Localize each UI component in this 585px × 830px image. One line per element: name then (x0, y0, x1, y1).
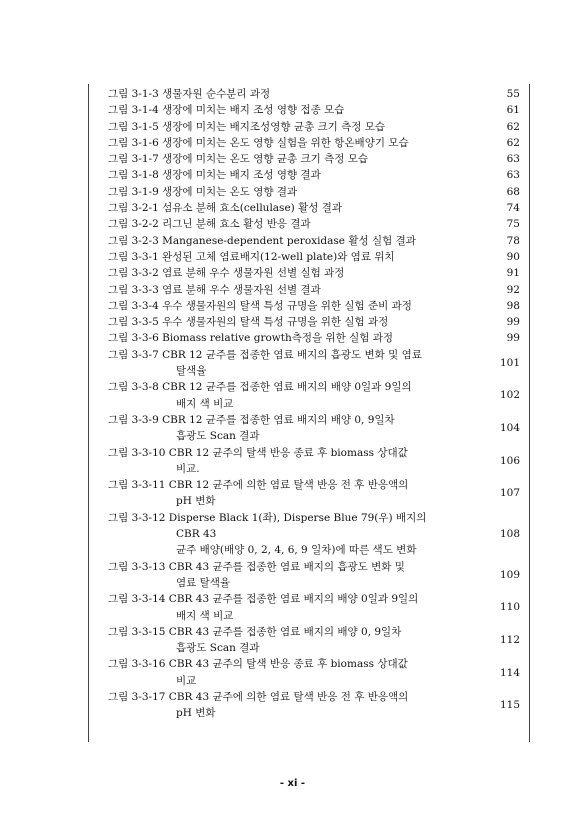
toc-entry-title (108, 510, 490, 559)
toc-entry-title-line: 배지 색 비교 (176, 609, 234, 622)
toc-entry[interactable] (108, 314, 520, 330)
toc-entry-page-number: 55 (506, 88, 520, 100)
toc-entry-title-line: 그림 3-1-8 생장에 미치는 배지 조성 영향 결과 (108, 169, 321, 182)
toc-entry-page-number: 99 (506, 332, 520, 345)
toc-entry-title (108, 216, 490, 232)
toc-entry-title-line: 그림 3-1-6 생장에 미치는 온도 영향 실험을 위한 항온배양기 모습 (108, 136, 409, 149)
toc-entry-title-line: 그림 3-3-17 CBR 43 균주에 의한 염료 탈색 반응 전 후 반응액의 (108, 690, 409, 703)
toc-entry-page-number: 99 (506, 316, 520, 329)
toc-entry-title-line: 그림 3-3-12 Disperse Black 1(좌), Disperse Blue 79(우) 배지의 (108, 511, 427, 524)
toc-entry-title (108, 477, 490, 510)
toc-entry-title (108, 379, 490, 412)
toc-entry-title-line: 그림 3-3-9 CBR 12 균주를 접종한 염료 배지의 배양 0, 9일차 (108, 413, 395, 426)
toc-entry-title-line: 비교. (176, 462, 200, 475)
toc-entry[interactable] (108, 347, 520, 380)
toc-entry[interactable] (108, 216, 520, 232)
toc-entry-title (108, 151, 490, 167)
toc-entry-title-line: 그림 3-3-13 CBR 43 균주를 접종한 염료 배지의 흡광도 변화 및 (108, 560, 405, 573)
toc-entry-title-line: CBR 43 (176, 528, 217, 541)
page-number: - xi - (279, 778, 306, 789)
toc-entry-title (108, 591, 490, 624)
toc-entry-page-number: 61 (506, 104, 520, 117)
toc-entry-page-number: 63 (506, 153, 520, 166)
toc-entry[interactable] (108, 135, 520, 151)
toc-entry[interactable] (108, 510, 520, 559)
toc-entry[interactable] (108, 151, 520, 167)
toc-entry-title (108, 559, 490, 592)
toc-entry-title-line: 그림 3-3-8 CBR 12 균주를 접종한 염료 배지의 배양 0일과 9일의 (108, 381, 412, 394)
toc-entry-page-number: 75 (506, 218, 520, 231)
figure-list (108, 86, 520, 722)
toc-entry-page-number: 106 (499, 454, 520, 467)
toc-entry-title (108, 167, 490, 183)
toc-entry-title-line: 그림 3-3-7 CBR 12 균주를 접종한 염료 배지의 흡광도 변화 및 염료 (108, 348, 422, 361)
toc-entry-title (108, 86, 490, 102)
toc-entry-title-line: 그림 3-3-4 우수 생물자원의 탈색 특성 규명을 위한 실험 준비 과정 (108, 299, 412, 312)
toc-entry-title-line: 염료 탈색율 (176, 576, 231, 589)
toc-entry-title (108, 233, 490, 249)
toc-entry-title (108, 330, 490, 346)
toc-entry-page-number: 109 (499, 568, 520, 581)
toc-entry-title-line: 흡광도 Scan 결과 (176, 642, 260, 655)
toc-entry-title (108, 298, 490, 314)
toc-entry-page-number: 114 (499, 666, 520, 679)
toc-entry-title (108, 119, 490, 135)
toc-entry-title (108, 624, 490, 657)
toc-entry[interactable] (108, 591, 520, 624)
toc-entry-title (108, 135, 490, 151)
toc-entry-page-number: 62 (506, 120, 520, 133)
toc-entry[interactable] (108, 102, 520, 118)
toc-entry-title-line: 그림 3-1-3 생물자원 순수분리 과정 (108, 88, 271, 100)
toc-entry-page-number: 62 (506, 136, 520, 149)
toc-entry-title-line: pH 변화 (176, 495, 216, 508)
toc-entry-page-number: 115 (499, 699, 520, 712)
toc-entry[interactable] (108, 656, 520, 689)
toc-entry-page-number: 90 (506, 250, 520, 263)
toc-entry-title-line: 그림 3-2-2 리그닌 분해 효소 활성 반응 결과 (108, 218, 311, 231)
toc-entry-title-line: 배지 색 비교 (176, 397, 234, 410)
toc-entry-page-number: 68 (506, 185, 520, 198)
toc-entry[interactable] (108, 559, 520, 592)
toc-entry-title (108, 347, 490, 380)
toc-entry-page-number: 92 (506, 283, 520, 296)
toc-entry-title-line: 그림 3-3-15 CBR 43 균주를 접종한 염료 배지의 배양 0, 9일차 (108, 625, 402, 638)
toc-entry-title-line: 그림 3-3-5 우수 생물자원의 탈색 특성 규명을 위한 실험 과정 (108, 316, 389, 329)
toc-entry-page-number: 78 (506, 234, 520, 247)
toc-entry-page-number: 104 (499, 422, 520, 435)
toc-entry-title-line: 그림 3-3-14 CBR 43 균주를 접종한 염료 배지의 배양 0일과 9일의 (108, 593, 419, 606)
toc-entry[interactable] (108, 167, 520, 183)
toc-entry-title-line: 탈색율 (176, 365, 207, 378)
toc-entry-title (108, 200, 490, 216)
toc-entry-page-number: 63 (506, 169, 520, 182)
toc-entry-title (108, 445, 490, 478)
toc-entry-title-line: 그림 3-3-1 완성된 고체 염료배지(12-well plate)와 염료 위치 (108, 250, 395, 263)
toc-entry-title-line: 그림 3-3-2 염료 분해 우수 생물자원 선별 실험 과정 (108, 267, 345, 280)
toc-entry[interactable] (108, 86, 520, 102)
toc-entry[interactable] (108, 233, 520, 249)
toc-entry[interactable] (108, 477, 520, 510)
toc-entry-title-line: 비교 (176, 674, 197, 687)
toc-entry-title-line: 그림 3-3-11 CBR 12 균주에 의한 염료 탈색 반응 전 후 반응액의 (108, 479, 409, 492)
toc-entry-title-line: 그림 3-3-16 CBR 43 균주의 탈색 반응 종료 후 biomass 상대값 (108, 658, 408, 671)
toc-entry[interactable] (108, 412, 520, 445)
toc-entry[interactable] (108, 119, 520, 135)
toc-entry[interactable] (108, 330, 520, 346)
toc-entry-title-line: 균주 배양(배양 0, 2, 4, 6, 9 일차)에 따른 색도 변화 (176, 544, 417, 557)
toc-entry[interactable] (108, 689, 520, 722)
toc-entry[interactable] (108, 445, 520, 478)
toc-entry-page-number: 74 (506, 202, 520, 215)
toc-entry-title (108, 184, 490, 200)
toc-entry-title-line: 그림 3-3-10 CBR 12 균주의 탈색 반응 종료 후 biomass 상대값 (108, 446, 408, 459)
toc-entry-page-number: 112 (499, 633, 520, 646)
toc-entry[interactable] (108, 184, 520, 200)
toc-entry[interactable] (108, 200, 520, 216)
toc-entry-title-line: 그림 3-2-3 Manganese-dependent peroxidase 활성 실험 결과 (108, 234, 416, 247)
toc-entry-title-line: 그림 3-1-7 생장에 미치는 온도 영향 균총 크기 측정 모습 (108, 153, 369, 166)
toc-entry[interactable] (108, 282, 520, 298)
toc-entry-title (108, 102, 490, 118)
toc-entry-page-number: 98 (506, 299, 520, 312)
toc-entry-page-number: 108 (499, 528, 520, 541)
toc-entry[interactable] (108, 298, 520, 314)
toc-entry-title (108, 249, 490, 265)
toc-entry-title-line: 흡광도 Scan 결과 (176, 430, 260, 443)
toc-entry-title-line: pH 변화 (176, 707, 216, 720)
toc-entry-title-line: 그림 3-1-5 생장에 미치는 배지조성영향 균총 크기 측정 모습 (108, 120, 385, 133)
toc-entry[interactable] (108, 624, 520, 657)
toc-entry-page-number: 102 (499, 389, 520, 402)
toc-entry[interactable] (108, 249, 520, 265)
toc-entry-title (108, 265, 490, 281)
toc-entry-title-line: 그림 3-3-3 염료 분해 우수 생물자원 선별 결과 (108, 283, 321, 296)
toc-entry-title-line: 그림 3-1-9 생장에 미치는 온도 영향 결과 (108, 185, 298, 198)
toc-entry-title (108, 412, 490, 445)
toc-entry-page-number: 107 (499, 487, 520, 500)
toc-entry-title (108, 314, 490, 330)
toc-entry-title (108, 282, 490, 298)
toc-entry[interactable] (108, 379, 520, 412)
toc-entry-title-line: 그림 3-2-1 섬유소 분해 효소(cellulase) 활성 결과 (108, 202, 343, 215)
toc-entry-page-number: 91 (506, 267, 520, 280)
toc-entry-page-number: 101 (499, 356, 520, 369)
toc-entry-page-number: 110 (499, 601, 520, 614)
toc-entry-title-line: 그림 3-3-6 Biomass relative growth측정을 위한 실험 과정 (108, 332, 394, 345)
toc-entry[interactable] (108, 265, 520, 281)
toc-entry-title-line: 그림 3-1-4 생장에 미치는 배지 조성 영향 접종 모습 (108, 104, 345, 117)
toc-entry-title (108, 689, 490, 722)
toc-entry-title (108, 656, 490, 689)
